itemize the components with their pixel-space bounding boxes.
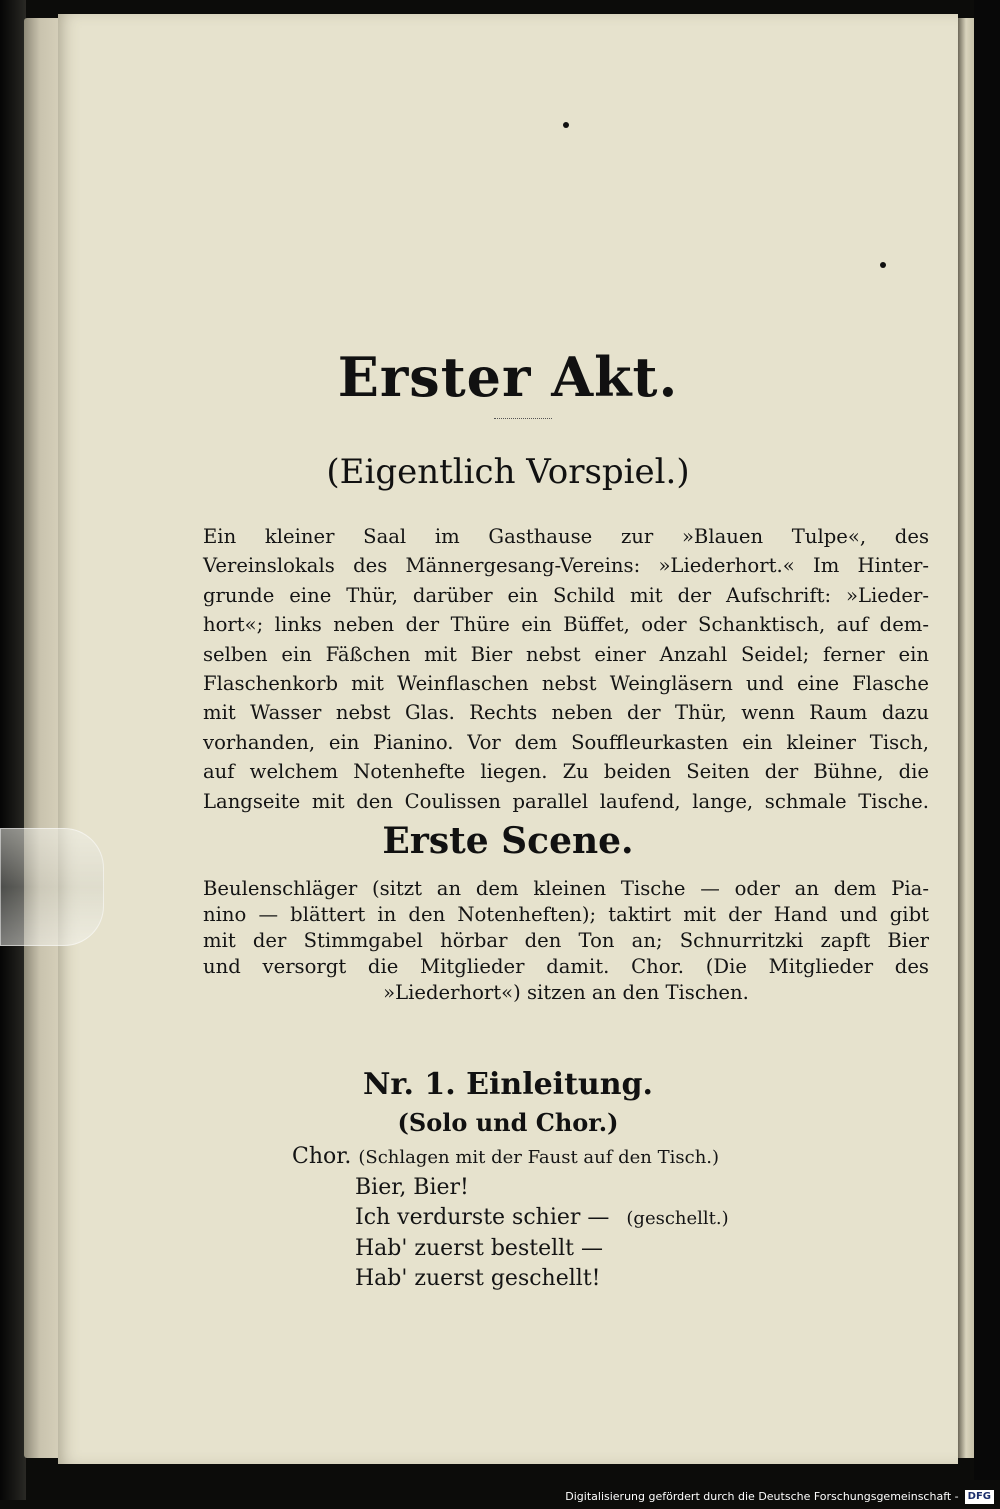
book-page (58, 14, 958, 1464)
stage-direction-line: auf welchem Notenhefte liegen. Zu beiden Seiten der Bühne, die (203, 760, 929, 784)
stage-direction-line: Vereinslokals des Männergesang-Vereins: »Liederhort.« Im Hinter- (203, 554, 929, 578)
lyric-text: Ich verdurste schier — (355, 1205, 610, 1230)
page-content (58, 14, 958, 1464)
stage-direction-line: grunde eine Thür, darüber ein Schild mit der Aufschrift: »Lieder- (203, 583, 929, 607)
scene-title: Erste Scene. (382, 820, 634, 862)
chor-direction: (Schlagen mit der Faust auf den Tisch.) (358, 1147, 720, 1168)
stage-direction-line: selben ein Fäßchen mit Bier nebst einer Anzahl Seidel; ferner ein (203, 642, 929, 666)
cast-line-last: »Liederhort«) sitzen an den Tischen. (383, 981, 749, 1004)
cast-line: mit der Stimmgabel hörbar den Ton an; Schnurritzki zapft Bier (203, 929, 929, 952)
footer-credit (565, 1487, 994, 1507)
ornament-divider (494, 418, 552, 419)
cast-line: nino — blättert in den Notenheften); taktirt mit der Hand und gibt (203, 903, 929, 926)
background-right (974, 0, 1000, 1480)
stage-direction (203, 522, 929, 816)
lyric-line: Hab' zuerst bestellt — (355, 1236, 604, 1261)
cast-description (203, 876, 929, 1006)
page-clip (0, 828, 104, 946)
act-subtitle: (Eigentlich Vorspiel.) (326, 452, 690, 492)
chor-heading (292, 1142, 729, 1173)
number-title: Nr. 1. Einleitung. (363, 1067, 653, 1102)
footer-text: Digitalisierung gefördert durch die Deutsche Forschungsgemeinschaft - (565, 1490, 959, 1503)
ink-dot (563, 122, 569, 128)
stage-direction-line: vorhanden, ein Pianino. Vor dem Souffleurkasten ein kleiner Tisch, (203, 730, 929, 754)
lyric-line (355, 1203, 729, 1234)
chor-section (292, 1142, 729, 1294)
lyric-aside: (geschellt.) (626, 1208, 729, 1229)
lyric-line: Bier, Bier! (355, 1175, 469, 1200)
book-spine-left (0, 0, 26, 1500)
stage-direction-line: Flaschenkorb mit Weinflaschen nebst Weingläsern und eine Flasche (203, 672, 929, 696)
stage-direction-line: Langseite mit den Coulissen parallel laufend, lange, schmale Tische. (203, 789, 929, 813)
dfg-logo: DFG (965, 1490, 994, 1504)
stage-direction-line: hort«; links neben der Thüre ein Büffet, oder Schanktisch, auf dem- (203, 613, 929, 637)
act-title: Erster Akt. (337, 345, 679, 409)
stage-direction-line: Ein kleiner Saal im Gasthause zur »Blauen Tulpe«, des (203, 525, 929, 548)
cast-line: Beulenschläger (sitzt an dem kleinen Tische — oder an dem Pia- (203, 877, 929, 900)
ink-dot (880, 262, 886, 268)
next-page-edge (958, 18, 974, 1458)
chor-speaker: Chor. (292, 1144, 352, 1169)
number-subtitle: (Solo und Chor.) (397, 1108, 619, 1137)
lyric-line: Hab' zuerst geschellt! (355, 1266, 601, 1291)
stage-direction-line: mit Wasser nebst Glas. Rechts neben der Thür, wenn Raum dazu (203, 701, 929, 725)
cast-line: und versorgt die Mitglieder damit. Chor. (Die Mitglieder des (203, 955, 929, 978)
